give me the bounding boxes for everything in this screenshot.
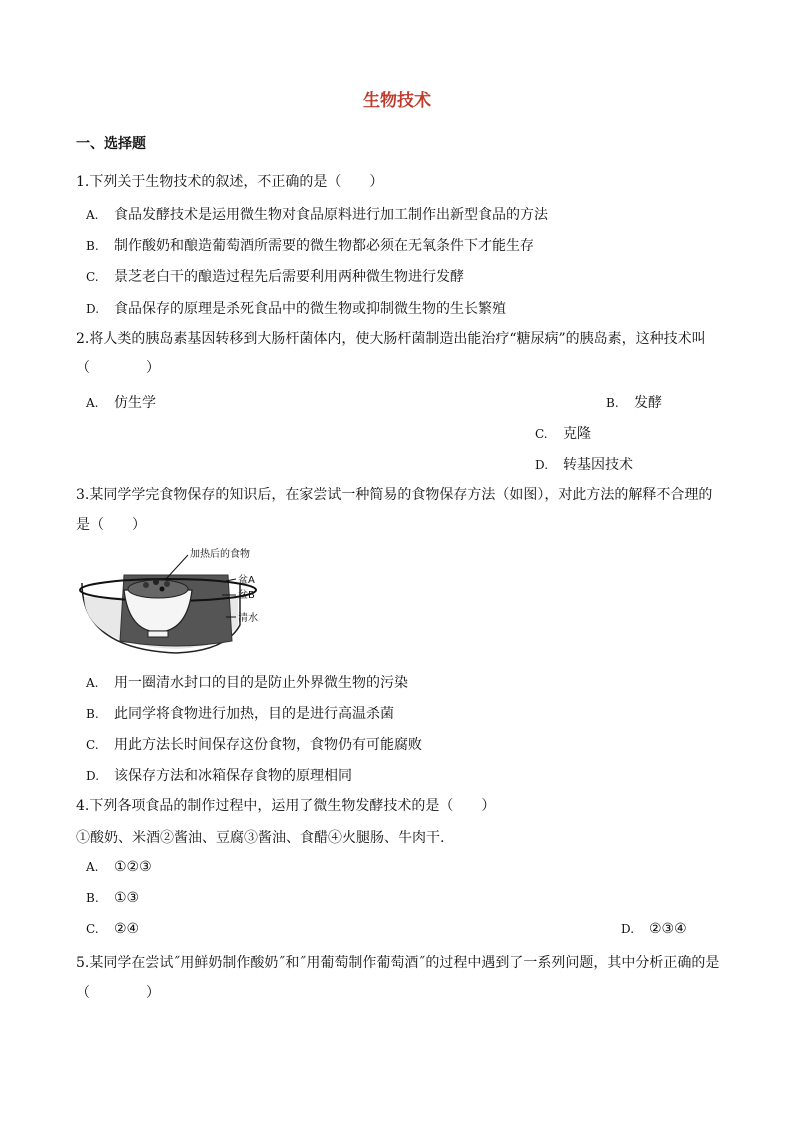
question-4-stem-cont: ①酸奶、米酒②酱油、豆腐③酱油、食醋④火腿肠、牛肉干. (76, 830, 445, 846)
question-5-stem-cont: （ ） (76, 985, 160, 1001)
page-title: 生物技术 (363, 91, 431, 111)
label-pot-a: 盆A (238, 575, 255, 586)
question-3-option-d (86, 765, 352, 785)
question-2-option-b (606, 392, 662, 412)
option-text: 食品发酵技术是运用微生物对食品原料进行加工制作出新型食品的方法 (114, 207, 548, 223)
label-food: 加热后的食物 (190, 549, 250, 560)
question-3-option-c (86, 734, 422, 754)
option-key: D. (86, 302, 100, 316)
question-3-option-a (86, 672, 408, 692)
question-3-option-b (86, 703, 394, 723)
food-piece (153, 579, 159, 585)
option-key: A. (86, 676, 99, 690)
question-2-option-c (535, 423, 591, 443)
question-4-stem: 4.下列各项食品的制作过程中，运用了微生物发酵技术的是（ ） (76, 798, 496, 814)
option-key: C. (86, 738, 99, 752)
question-2-stem: 2.将人类的胰岛素基因转移到大肠杆菌体内，使大肠杆菌制造出能治疗“糖尿病”的胰岛素，这种技术叫 (76, 331, 706, 347)
option-key: D. (621, 922, 635, 936)
option-text: ②③④ (649, 921, 687, 937)
option-key: A. (86, 396, 99, 410)
question-2-stem-cont: （ ） (76, 360, 160, 376)
question-1-option-b (86, 235, 534, 255)
question-5-stem: 5.某同学在尝试˝用鲜奶制作酸奶˝和˝用葡萄制作葡萄酒˝的过程中遇到了一系列问题，其中分析正确的是 (76, 955, 720, 971)
question-1-option-a (86, 204, 548, 224)
option-key: C. (86, 270, 99, 284)
option-text: 制作酸奶和酿造葡萄酒所需要的微生物都必须在无氧条件下才能生存 (114, 238, 534, 254)
option-key: B. (606, 396, 619, 410)
food-piece (160, 587, 165, 592)
option-key: B. (86, 239, 99, 253)
option-text: 景芝老白干的酿造过程先后需要利用两种微生物进行发酵 (114, 269, 464, 285)
option-text: 用一圈清水封口的目的是防止外界微生物的污染 (114, 675, 408, 691)
option-key: B. (86, 707, 99, 721)
question-1-stem: 1.下列关于生物技术的叙述，不正确的是（ ） (76, 174, 384, 190)
question-2-option-d (535, 454, 633, 474)
question-1-option-d (86, 298, 506, 318)
option-key: A. (86, 860, 99, 874)
option-key: D. (535, 458, 549, 472)
option-text: 该保存方法和冰箱保存食物的原理相同 (114, 768, 352, 784)
question-1-option-c (86, 266, 464, 286)
option-text: 克隆 (563, 426, 591, 442)
option-key: A. (86, 208, 99, 222)
label-water: 清水 (238, 613, 258, 624)
food-storage-figure (76, 545, 276, 665)
option-text: ①③ (114, 890, 140, 906)
option-key: B. (86, 891, 99, 905)
question-3-stem-cont: 是（ ） (76, 517, 146, 533)
option-text: 此同学将食物进行加热，目的是进行高温杀菌 (114, 706, 394, 722)
question-4-option-d (621, 921, 687, 937)
question-4-option-a (86, 859, 152, 875)
question-4-option-b (86, 890, 139, 906)
question-4-option-c (86, 921, 139, 937)
option-key: D. (86, 769, 100, 783)
option-text: 用此方法长时间保存这份食物，食物仍有可能腐败 (114, 737, 422, 753)
option-text: ②④ (114, 921, 140, 937)
option-text: 仿生学 (114, 395, 156, 411)
option-text: 食品保存的原理是杀死食品中的微生物或抑制微生物的生长繁殖 (114, 301, 506, 317)
question-3-stem: 3.某同学学完食物保存的知识后，在家尝试一种简易的食物保存方法（如图），对此方法的解释不合理的 (76, 487, 713, 503)
section-heading: 一、选择题 (76, 136, 146, 152)
option-text: 转基因技术 (563, 457, 633, 473)
label-pot-b: 盆B (238, 590, 255, 601)
food-piece (164, 581, 170, 587)
option-text: ①②③ (114, 859, 152, 875)
option-text: 发酵 (634, 395, 662, 411)
question-2-option-a (86, 392, 156, 412)
food-piece (143, 582, 149, 588)
food-storage-illustration (76, 545, 276, 665)
option-key: C. (535, 427, 548, 441)
bowl-base (148, 631, 168, 637)
option-key: C. (86, 922, 99, 936)
